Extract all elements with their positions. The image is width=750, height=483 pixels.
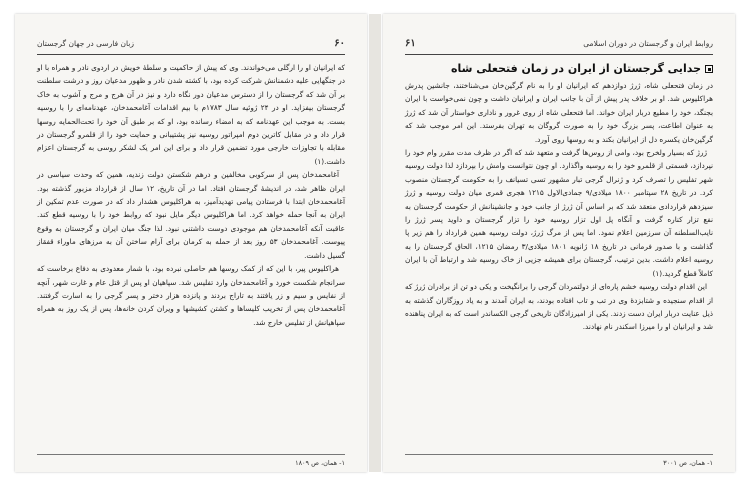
right-page-header	[405, 36, 713, 50]
book-gutter	[369, 14, 381, 472]
paragraph: ژرژ که بسیار ولخرج بود، وامی از روس‌ها گرفت و متعهد شد که اگر در ظرف مدت مقرر وام خود را نپردازد، قسمتی از قلمرو خود را به روسیه واگذارد. او چون نتوانست وامش را بپردازد لذا دولت روسیه شهر تفلیس را تصرف کرد و ژنرال گرجی تبار مشهور تسی تسیانف را به حکومت گرجستان منصوب کرد. در تاریخ ۲۸ سپتامبر ۱۸۰۰ میلادی/۹ جمادی‌الاول ۱۲۱۵ هجری قمری میان دولت روسیه و ژرژ سیزدهم قراردادی منعقد شد که بر اساس آن ژرژ از جانب خود و جانشینانش از حکومت گرجستان به نفع تزار کناره گرفت و آنگاه پل اول تزار روسیه خود را تزار گرجستان و داوید پسر ژرژ را نایب‌السلطنه آن سرزمین اعلام نمود. اما پس از مرگ ژرژ، دولت روسیه همین قرارداد را هم زیر پا گذاشت و با صدور فرمانی در تاریخ ۱۸ ژانویه ۱۸۰۱ میلادی/۳ رمضان ۱۲۱۵، الحاق گرجستان را به روسیه اعلام داشت. بدین ترتیب، گرجستان برای همیشه جزیی از خاک روسیه شد و ارتباط آن با ایران کاملاً قطع گردید.(۱)	[405, 148, 714, 278]
footnote: ۱- همان، ص ۳۰۰۱	[663, 459, 713, 467]
left-page-header	[37, 36, 345, 50]
section-title-text: جدایی گرجستان از ایران در زمان فتحعلی شاه	[450, 62, 701, 75]
left-page	[15, 14, 367, 472]
footnote: ۱- همان، ص ۱۸۰۹	[295, 459, 345, 467]
paragraph: که ایرانیان او را ارگلی می‌خواندند. وی که پیش از حاکمیت و سلطهٔ خویش در اردوی نادر و همراه با او در جنگهایی علیه دشمنانش شرکت کرده بود، با کشته شدن نادر و ظهور مدعیان روز و درشت سلطنت بر آن شد که گرجستان را از دسترس مدعیان دور نگاه دارد و نیز در آن هرج و مرج و آشوب به خاک گرجستان بیفزاید. او در ۲۴ ژوئیه سال ۱۷۸۳م با بیم اقدامات آغامحمدخان، عهدنامه‌ای را با روسیه بست. به موجب این عهدنامه که به امضاء رسانده بود، او که بر طبق آن خود را تحت‌الحمایه روسها قرار داد و در مقابل کاترین دوم امپراتور روسیه نیز پشتیبانی و حمایت خود را از قلمرو گرجستان در مقابله با تجاوزات خارجی مورد تضمین قرار داد و برای این امر یک لشکر روسی به گرجستان اعزام داشت.(۱)	[37, 63, 345, 166]
paragraph: این اقدام دولت روسیه خشم پاره‌ای از دولتمردان گرجی را برانگیخت و یکی دو تن از برادران ژرژ که از اقدام سنجیده و شتابزدهٔ وی در تب و تاب افتاده بودند، به ایران آمدند و به یاد روزگاران گذشته به ذیل عنایت دربار ایران دست زدند. یکی از امیرزادگان تاریخی گرجی الکساندر است که به ایران پناهنده شد و ایرانیان او را میرزا اسکندر نام نهادند.	[405, 282, 713, 332]
page-number: ۶۱	[405, 37, 416, 49]
footnote-divider	[37, 454, 345, 455]
section-heading	[405, 61, 713, 77]
paragraph: آغامحمدخان پس از سرکوبی مخالفین و درهم شکستن دولت زندیه، همین که وحدت سیاسی در ایران ظاهر شد، در اندیشهٔ گرجستان افتاد. اما در آن تاریخ، ۱۲ سال از قرارداد مزبور گذشته بود. آغامحمدخان ابتدا با فرستادن پیامی تهدیدآمیز، به هراکلیوس هشدار داد که در صورت عدم تمکین از ایران به آنجا حمله خواهد کرد. اما هراکلیوس دیگر مایل نبود که روابط خود را با روسیه قطع کند. عاقبت آنکه آغامحمدخان هم موجودی دوست داشتنی نبود. لذا جنگ میان ایران و گرجستان به وقوع پیوست. آغامحمدخان ۵۳ روز بعد از حمله به کرمان برای آرام ساختن آن به مرزهای ماوراء قفقاز گسیل داشت.	[37, 170, 346, 260]
running-title: روابط ایران و گرجستان در دوران اسلامی	[583, 38, 713, 48]
header-divider	[405, 54, 713, 55]
right-page	[383, 14, 735, 472]
header-divider	[37, 54, 345, 55]
left-page-body	[37, 61, 345, 329]
right-page-body	[405, 61, 713, 334]
footnote-divider	[405, 454, 713, 455]
page-number: ۶۰	[334, 37, 345, 49]
paragraph: در زمان فتحعلی شاه، ژرژ دوازدهم که ایرانیان او را به نام گرگین‌خان می‌شناختند، جانشین پدرش هراکلیوس شد. او بر خلاف پدر پیش از آن با جانب ایران و ایرانیان داشت و چون نمی‌خواست با ایران بجنگد، خود را مطیع دربار ایران خواند. اما فتحعلی شاه از روی غرور و ناداری خواستار آن شد که ژرژ به عنوان اطاعت، پسر بزرگ خود را به صورت گروگان به تهران بفرستد. این امر موجب شد که گرگین‌خان یکسره دل از ایرانیان بکند و به روسها روی آورد.	[405, 81, 713, 144]
running-title: زبان فارسی در جهان گرجستان	[37, 38, 135, 48]
square-bullet-icon	[705, 65, 713, 73]
paragraph: هراکلیوس پیر، با این که از کمک روسها هم حاصلی نبرده بود، با شمار معدودی به دفاع برخاست که سرانجام شکست خورد و آغامحمدخان وارد تفلیس شد. سپاهیان او پس از قتل عام و غارت شهر، آنچه از نفایس و سیم و زر یافتند به تاراج بردند و پانزده هزار دختر و پسر گرجی را به اسارت گرفتند. آغامحمدخان پس از تخریب کلیساها و کشتن کشیشها و ویران کردن خانه‌ها، پس از یک روز به همراه سپاهیانش از تفلیس خارج شد.	[37, 264, 345, 327]
